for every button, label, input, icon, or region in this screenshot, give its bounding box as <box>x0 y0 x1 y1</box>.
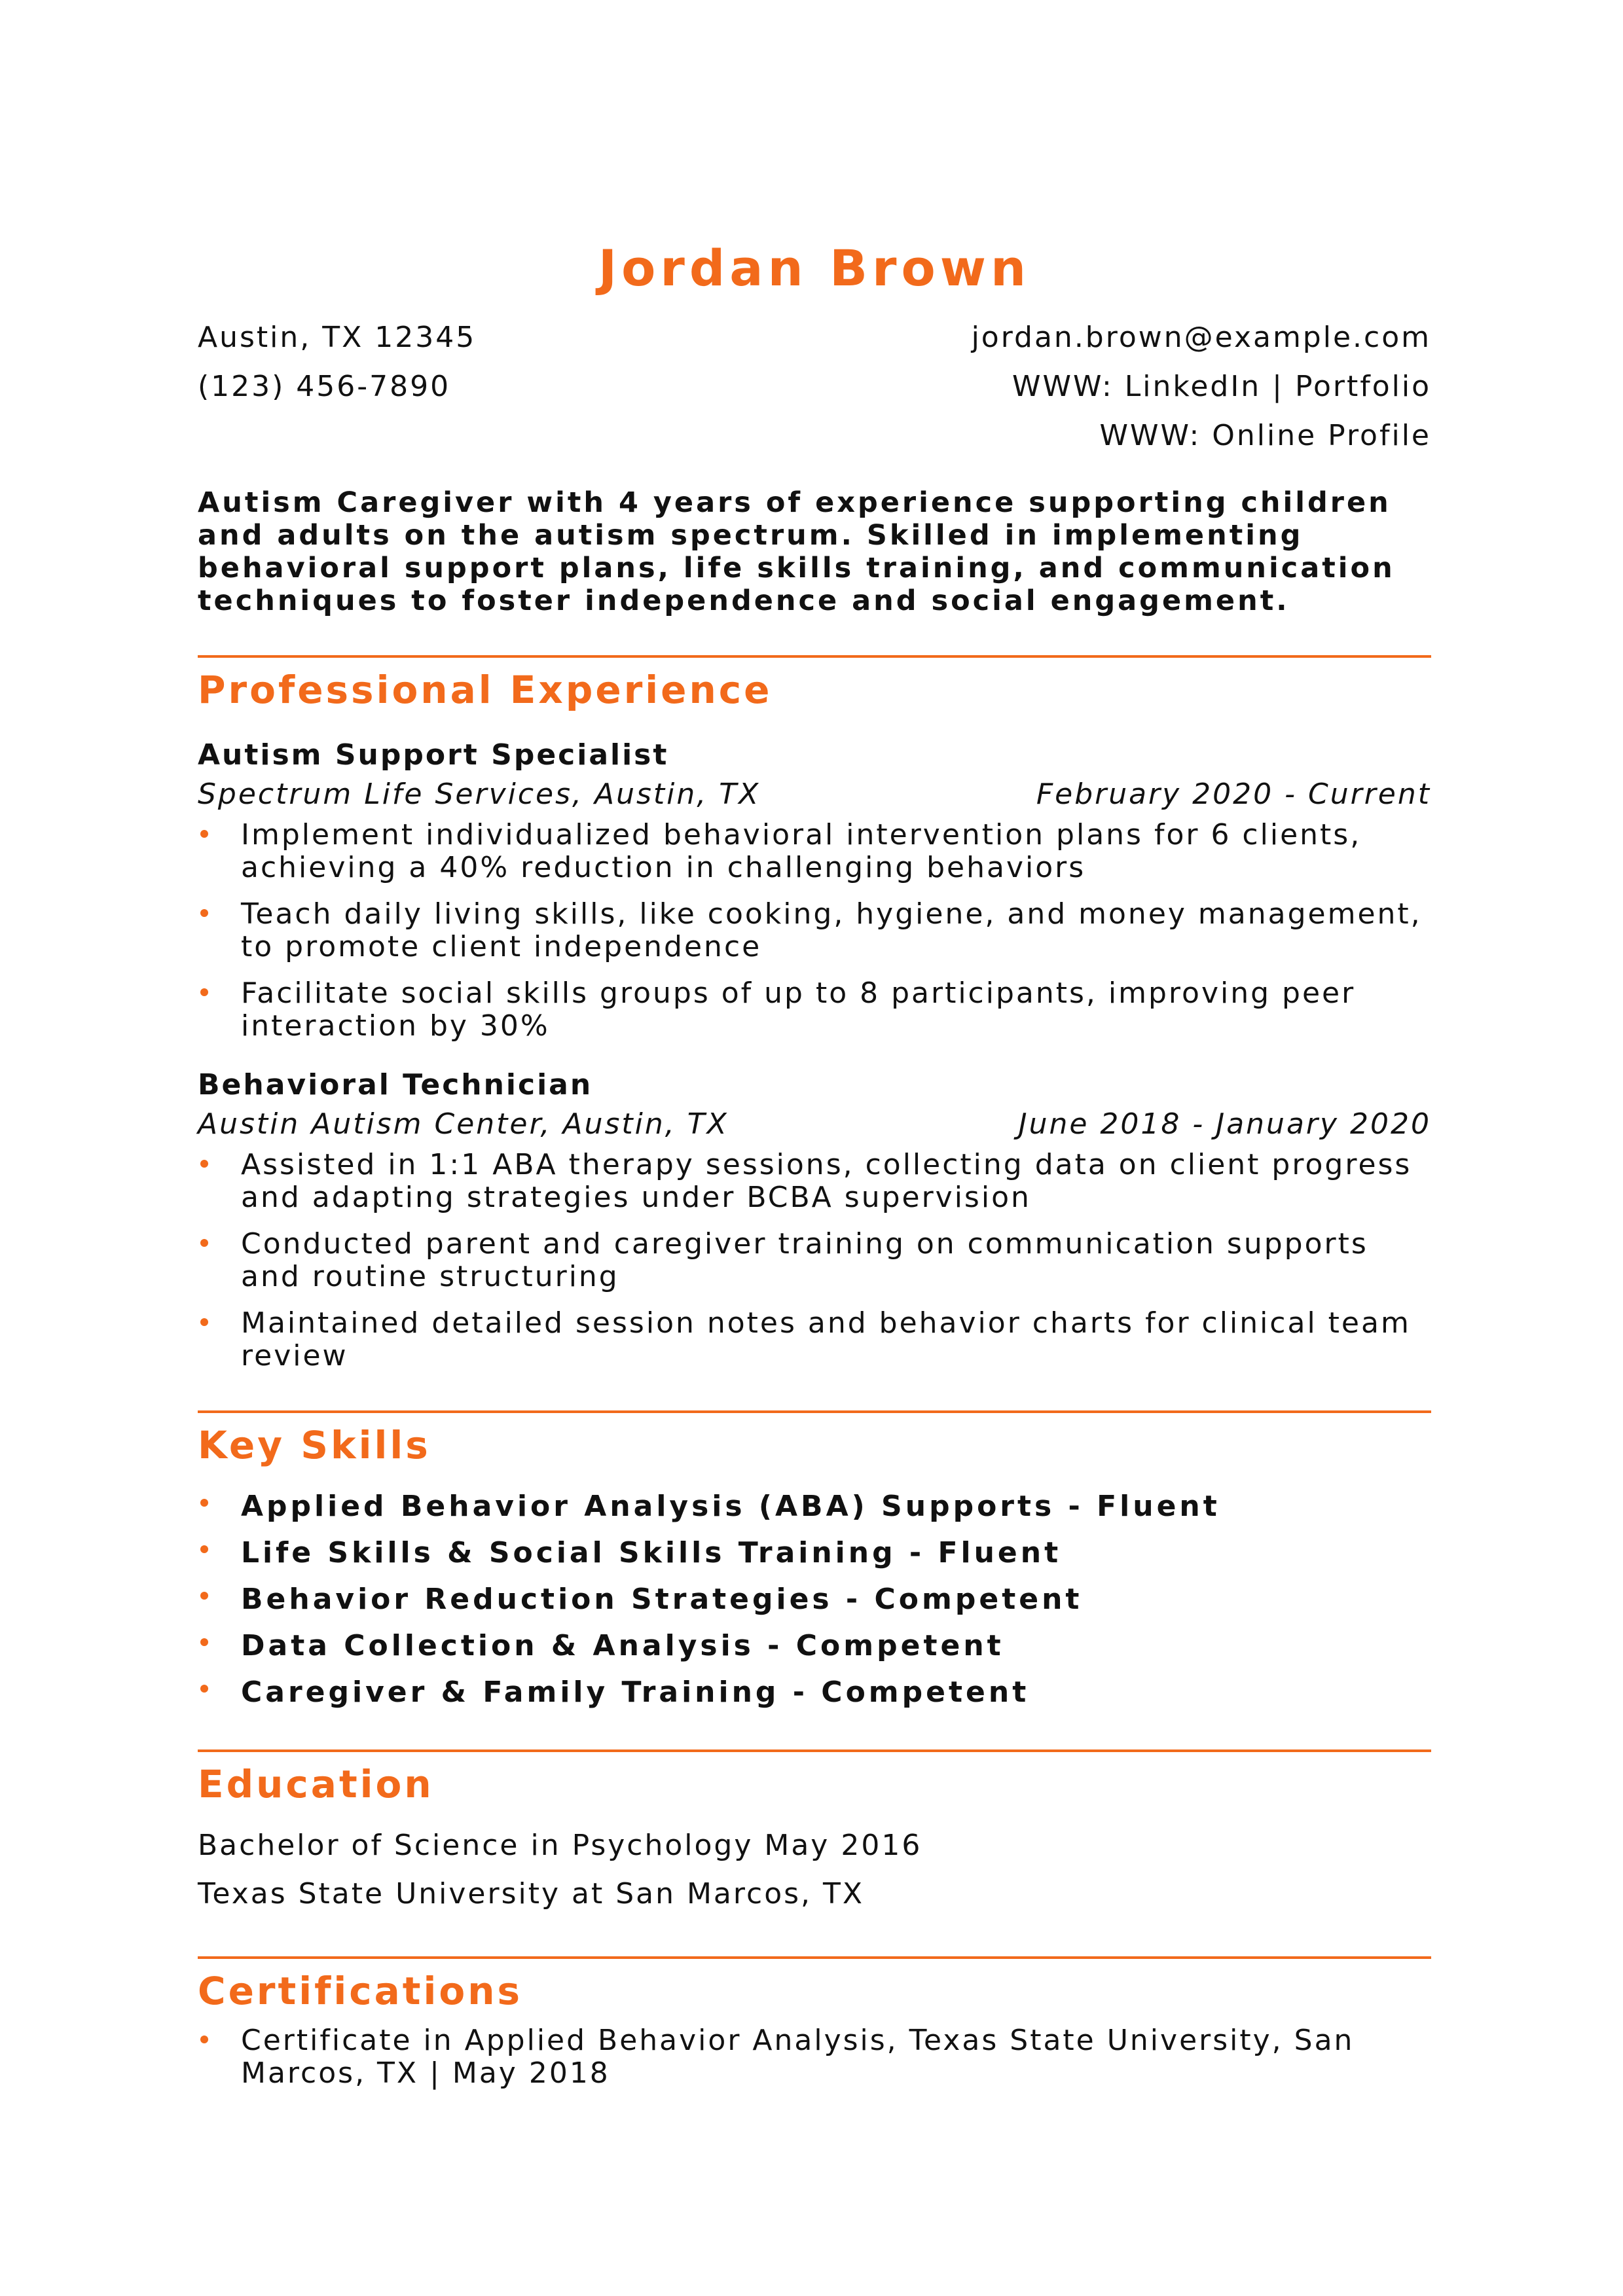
skill-item <box>198 1488 1431 1526</box>
bullet-dot-icon <box>200 830 208 838</box>
job-title: Autism Support Specialist <box>198 738 669 772</box>
bullet-dot-icon <box>200 1685 208 1693</box>
section-title-skills: Key Skills <box>198 1423 431 1467</box>
school-line: Texas State University at San Marcos, TX <box>198 1877 865 1910</box>
job-bullet <box>198 977 1431 1043</box>
job-bullets <box>198 1149 1431 1372</box>
resume-page <box>198 236 1431 2104</box>
job-bullet <box>198 819 1431 884</box>
skills-list <box>198 1488 1431 1712</box>
bullet-dot-icon <box>200 909 208 917</box>
bullet-text: Facilitate social skills groups of up to 8 participants, improving peer interaction by 30% <box>241 977 1356 1043</box>
job-bullet <box>198 898 1431 963</box>
skill-item <box>198 1627 1431 1665</box>
job-bullet <box>198 1149 1431 1214</box>
bullet-dot-icon <box>200 1638 208 1646</box>
bullet-dot-icon <box>200 1592 208 1600</box>
skill-item <box>198 1534 1431 1572</box>
bullet-dot-icon <box>200 1318 208 1326</box>
experience-section <box>198 655 1431 1372</box>
bullet-dot-icon <box>200 988 208 996</box>
section-title-education: Education <box>198 1762 434 1806</box>
skill-text: Life Skills & Social Skills Training - Fluent <box>241 1536 1062 1570</box>
email-link[interactable]: jordan.brown@example.com <box>971 321 1431 354</box>
skills-section <box>198 1410 1431 1712</box>
job-company: Spectrum Life Services, Austin, TX <box>198 778 761 811</box>
bullet-dot-icon <box>200 1160 208 1168</box>
job-meta <box>198 1104 1431 1145</box>
education-entry <box>198 1821 1431 1918</box>
contact-left <box>198 313 476 460</box>
job-bullet <box>198 1228 1431 1293</box>
skill-item <box>198 1674 1431 1712</box>
certifications-section <box>198 1956 1431 2090</box>
bullet-text: Teach daily living skills, like cooking, hygiene, and money management, to promote client independence <box>241 897 1422 963</box>
bullet-dot-icon <box>200 1239 208 1247</box>
contact-right <box>972 313 1431 460</box>
bullet-text: Assisted in 1:1 ABA therapy sessions, collecting data on client progress and adapting strategies under BCBA supervision <box>241 1148 1412 1214</box>
bullet-text: Maintained detailed session notes and behavior charts for clinical team review <box>241 1306 1411 1372</box>
candidate-name: Jordan Brown <box>598 239 1031 297</box>
skill-text: Caregiver & Family Training - Competent <box>241 1676 1030 1709</box>
education-section <box>198 1749 1431 1918</box>
job-bullets <box>198 819 1431 1043</box>
section-title-experience: Professional Experience <box>198 668 773 712</box>
skill-item <box>198 1581 1431 1619</box>
job-dates: February 2020 - Current <box>1036 778 1431 811</box>
linkedin-portfolio-links[interactable]: WWW: LinkedIn | Portfolio <box>1012 370 1431 403</box>
professional-summary: Autism Caregiver with 4 years of experience supporting children and adults on the autism spectrum. Skilled in implementing behavioral support plans, life skills training, and communication techniques to foster independence and social engagement. <box>198 486 1395 617</box>
skill-text: Behavior Reduction Strategies - Competent <box>241 1583 1083 1616</box>
job-title: Behavioral Technician <box>198 1068 593 1102</box>
skill-text: Applied Behavior Analysis (ABA) Supports - Fluent <box>241 1490 1220 1523</box>
certification-text: Certificate in Applied Behavior Analysis, Texas State University, San Marcos, TX | May 2018 <box>241 2024 1355 2090</box>
bullet-text: Implement individualized behavioral intervention plans for 6 clients, achieving a 40% reduction in challenging behaviors <box>241 818 1362 884</box>
certifications-list <box>198 2024 1431 2090</box>
bullet-text: Conducted parent and caregiver training on communication supports and routine structuring <box>241 1227 1368 1293</box>
certification-item <box>198 2024 1431 2090</box>
online-profile-link[interactable]: WWW: Online Profile <box>1099 419 1431 452</box>
phone-number: (123) 456-7890 <box>198 370 451 403</box>
job-entry <box>198 1066 1431 1372</box>
bullet-dot-icon <box>200 2036 208 2043</box>
degree-line: Bachelor of Science in Psychology May 2016 <box>198 1829 922 1862</box>
bullet-dot-icon <box>200 1545 208 1553</box>
contact-block <box>198 313 1431 460</box>
job-meta <box>198 774 1431 815</box>
job-company: Austin Autism Center, Austin, TX <box>198 1107 729 1141</box>
skill-text: Data Collection & Analysis - Competent <box>241 1629 1004 1662</box>
job-bullet <box>198 1307 1431 1372</box>
job-entry <box>198 736 1431 1043</box>
job-dates: June 2018 - January 2020 <box>1018 1107 1431 1141</box>
section-title-certifications: Certifications <box>198 1969 523 2013</box>
bullet-dot-icon <box>200 1499 208 1507</box>
location: Austin, TX 12345 <box>198 321 477 354</box>
